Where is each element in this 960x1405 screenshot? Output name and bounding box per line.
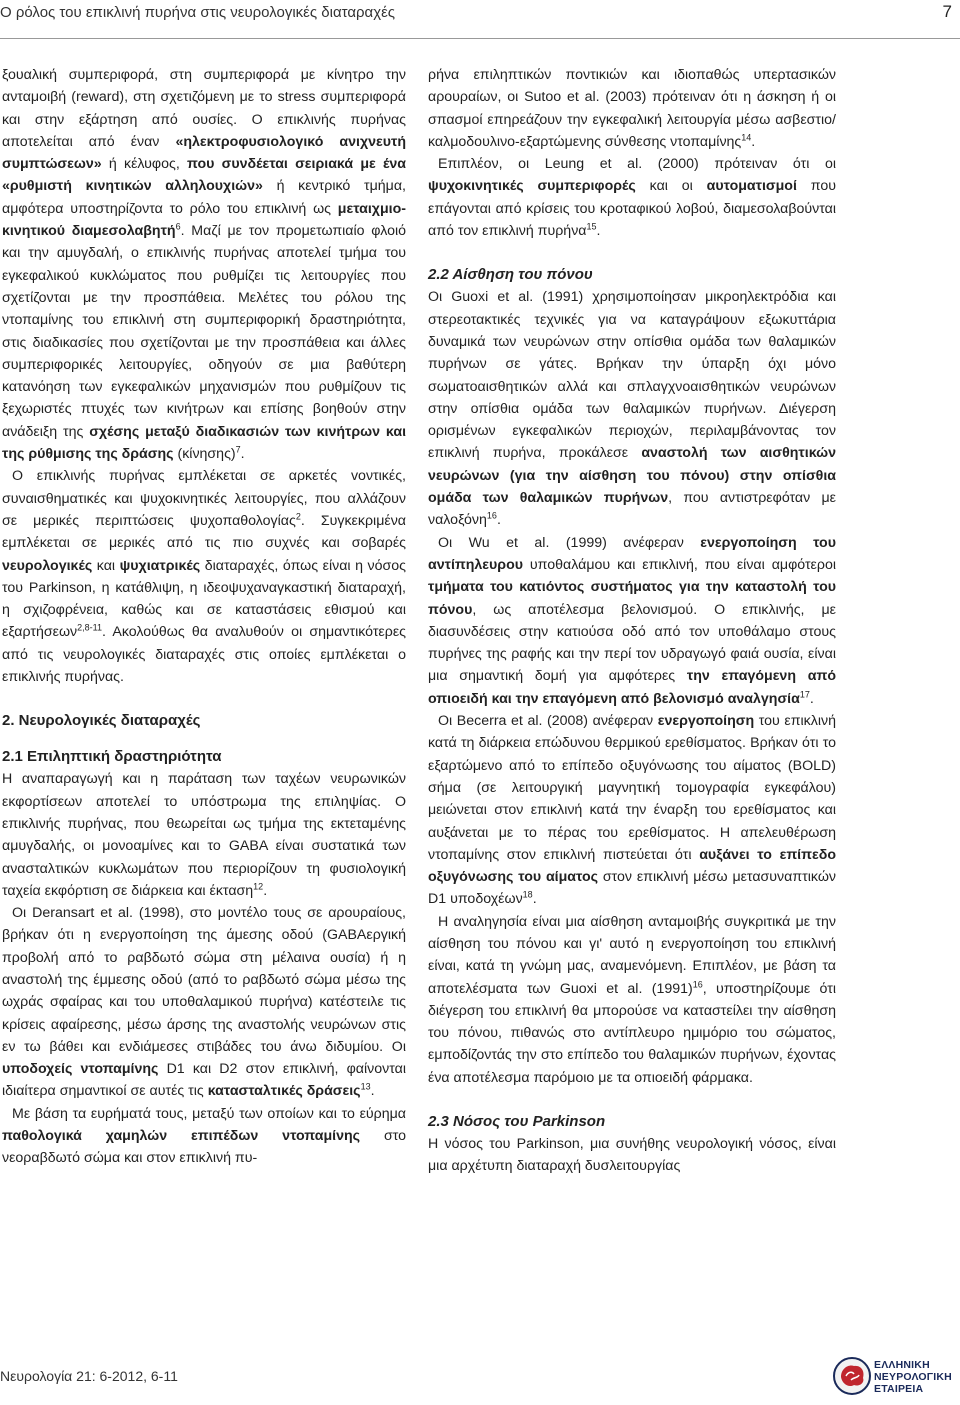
left-column	[2, 64, 406, 1170]
page-number: 7	[942, 2, 952, 21]
journal-citation: Νευρολογία 21: 6-2012, 6-11	[0, 1368, 178, 1384]
paragraph: Η αναπαραγωγή και η παράταση των ταχέων νευρωνικών εκφορτίσεων αποτελεί το υπόστρωμα της επιληψίας. Ο επικλινής πυρήνας, που θεωρείται ως τμήμα της εκτεταμένης αμυγδαλής, οι μονοαμίνες και το GABA είναι συστατικά των ανασταλτικών κυκλωμάτων που περιορίζουν τη φυσιολογική ταχεία εκφόρτιση σε διάρκεια και έκταση$^{12}$.	[2, 771, 406, 899]
header-rule	[0, 38, 960, 39]
paragraph: Επιπλέον, οι Leung et al. (2000) πρότειναν ότι οι ψυχοκινητικές συμπεριφορές και οι αυτοματισμοί που επάγονται από κρίσεις του κροταφικού λοβού, διαμεσολαβούνται από τον επικλινή πυρήνα$^{15}$.	[428, 156, 837, 240]
running-header	[0, 0, 960, 40]
paragraph: Οι Deransart et al. (1998), στο μοντέλο τους σε αρουραίους, βρήκαν ότι η ενεργοποίηση της άμεσης οδού (GABAεργική προβολή από το ραβδωτό σώμα στη μέλαινα ουσία) ή η αναστολή της έμμεσης οδού (από το ραβδωτό σώμα μέσω της ωχράς σφαίρας και του υποθαλαμικού πυρήνα) κατέστειλε τις κρίσεις αφαίρεσης, μέσω άρσης της αναστολής νευρώνων στις εν τω βάθει και ενδιάμεσες στιβάδες του άνω διδυμίου. Οι υποδοχείς ντοπαμίνης D1 και D2 στον επικλινή, φαίνονται ιδιαίτερα σημαντικοί σε αυτές τις κατασταλτικές δράσεις$^{13}$.	[2, 905, 406, 1100]
paragraph: Ο επικλινής πυρήνας εμπλέκεται σε αρκετές vοντικές, συναισθηματικές και ψυχοκινητικές λειτουργίες, που αλλάζουν σε μερικές περιπτώσεις ψυχοπαθολογίας$^2$. Συγκεκριμένα εμπλέκεται σε μερικές από τις πιο συχνές και σοβαρές νευρολογικές και ψυχιατρικές διαταραχές, όπως είναι η νόσος του Parkinson, η κατάθλιψη, η ιδεοψυχαναγκαστική διαταραχή, η σχιζοφρένεια, καθώς και σε καταστάσεις εθισμού και εξαρτήσεων$^{2,8-11}$. Ακολούθως θα αναλυθούν οι σημαντικότερες από τις νευρολογικές διαταραχές στις οποίες εμπλέκεται ο επικλινής πυρήνας.	[2, 468, 406, 686]
paragraph: Οι Wu et al. (1999) ανέφεραν ενεργοποίηση του αντίπηλευρου υποθαλάμου και επικλινή, που είναι αμφότεροι τμήματα του κατιόντος συστήματος για την καταστολή του πόνου, ως αποτέλεσμα βελονισμού. Ο επικλινής, με διασυνδέσεις στην κατιούσα οδό από τον υποθάλαμο στους πυρήνες της ραφής και την περί τον υδραγωγό φαιά ουσία, είναι μια σημαντική δομή για αμφότερες την επαγόμενη από οπιοειδή και την επαγόμενη από βελονισμό αναλγησία$^{17}$.	[428, 534, 836, 707]
paragraph: Οι Guoxi et al. (1991) χρησιμοποίησαν μικροηλεκτρόδια και στερεοτακτικές τεχνικές για να καταγράψουν εξωκυττάρια δυναμικά των νευρώνων στην οπίσθια ομάδα των θαλαμικών πυρήνων σε γάτες. Βρήκαν την ύπαρξη όχι μόνο σωματοαισθητικών αλλά και σπλαγχνοαισθητικών νευρώνων στην οπίσθια ομάδα των θαλαμικών πυρήνων. Διέγερση ορισμένων εγκεφαλικών περιοχών, περιλαμβάνοντας τον επικλινή πυρήνα, προκάλεσε αναστολή των αισθητικών νευρώνων (για την αίσθηση του πόνου) στην οπίσθια ομάδα των θαλαμικών πυρήνων, που αντιστρεφόταν με ναλοξόνη$^{16}$.	[428, 289, 837, 529]
society-logo	[832, 1356, 960, 1398]
logo-text: ΕΛΛΗΝΙΚΗ ΝΕΥΡΟΛΟΓΙΚΗ ΕΤΑΙΡΕΙΑ	[874, 1359, 952, 1395]
paragraph: ρήνα επιληπτικών ποντικιών και ιδιοπαθώς υπερτασικών αρουραίων, οι Sutoo et al. (2003) πρότειναν ότι η άσκηση ή οι σπασμοί επηρεάζουν την εγκεφαλική λειτουργία μέσω ασβεστιο/καλμοδουλινο-εξαρτώμενης σύνθεσης ντοπαμίνης$^{14}$.	[428, 67, 836, 150]
brain-logo-icon	[832, 1356, 872, 1396]
subsection-heading: 2.2 Αίσθηση του πόνου	[428, 266, 593, 284]
section-heading: 2. Νευρολογικές διαταραχές	[2, 712, 201, 730]
paragraph: Η αναληγησία είναι μια αίσθηση ανταμοιβής συγκριτικά με την αίσθηση του πόνου και γι' αυτό η ενεργοποίηση του επικλινή είναι, κατά τη γνώμη μας, αναμενόμενη. Επιπλέον, με βάση τα αποτελέσματα των Guoxi et al. $(1991)^{16}$, υποστηρίζουμε ότι διέγερση του επικλινή θα μπορούσε να καταστείλει την αίσθηση του πόνου, πιθανώς στο αντίπλευρο ημιμόριο του σώματος, εμποδίζοντάς την στο επίπεδο του θαλαμικών πυρήνων, έχοντας ένα αποτέλεσμα παρόμοιο με τα οπιοειδή φάρμακα.	[428, 913, 836, 1086]
right-column	[428, 64, 836, 1178]
subsection-heading: 2.1 Επιληπτική δραστηριότητα	[2, 748, 222, 766]
paragraph: Με βάση τα ευρήματά τους, μεταξύ των οποίων και το εύρημα παθολογικά χαμηλών επιπέδων ντοπαμίνης στο νεοραβδωτό σώμα και στον επικλινή πυ-	[2, 1105, 406, 1167]
subsection-heading: 2.3 Νόσος του Parkinson	[428, 1113, 606, 1131]
paragraph: Η νόσος του Parkinson, μια συνήθης νευρολογική νόσος, είναι μια αρχέτυπη διαταραχή δυσλειτουργίας	[428, 1136, 836, 1175]
running-title: Ο ρόλος του επικλινή πυρήνα στις νευρολογικές διαταραχές	[0, 4, 395, 21]
paragraph: ξουαλική συμπεριφορά, στη συμπεριφορά με κίνητρο την ανταμοιβή (reward), στη σχετιζόμενη με το stress συμπεριφορά και στην εξάρτηση από ουσίες. Ο επικλινής πυρήνας αποτελείται από έναν «ηλεκτροφυσιολογικό ανιχνευτή συμπτώσεων» ή κέλυφος, που συνδέεται σειριακά με ένα «ρυθμιστή κινητικών αλληλουχιών» ή κεντρικό τμήμα, αμφότερα υποστηρίζοντα το ρόλο του επικλινή ως μεταιχμιο-κινητικού διαμεσολαβητή$^6$. Μαζί με τον προμετωπιαίο φλοιό και την αμυγδαλή, ο επικλινής πυρήνας αποτελεί τμήμα του εγκεφαλικού κυκλώματος που ρυθμίζει τις λειτουργίες που σχετίζονται με την προσπάθεια. Μελέτες του ρόλου της ντοπαμίνης του επικλινή στη συμπεριφορική δραστηριότητα, στις διαδικασίες που σχετίζονται με την προσπάθεια και άλλες συμπεριφορικές λειτουργίες, οδηγούν σε μια βαθύτερη κατανόηση των εγκεφαλικών μηχανισμών που ρυθμίζουν τις ξεχωριστές πτυχές των κινήτρων και επίσης βοηθούν στην ανάδειξη της σχέσης μεταξύ διαδικασιών των κινήτρων και της ρύθμισης της δράσης $(\kappa ί\nu\eta\sigma\eta\varsigma)^7$.	[2, 67, 407, 463]
paragraph: Οι Becerra et al. (2008) ανέφεραν ενεργοποίηση του επικλινή κατά τη διάρκεια επώδυνου θερμικού ερεθίσματος. Βρήκαν ότι το εξαρτώμενο από το επίπεδο οξυγόνωσης του αίματος (BOLD) σήμα (σε λειτουργική μαγνητική τομογραφία εγκεφάλου) μειώνεται στον επικλινή κατά την έναρξη του ερεθίσματος και αυξάνεται με το πέρας του ερεθίσματος. Η απελευθέρωση ντοπαμίνης στον επικλινή πιστεύεται ότι αυξάνει το επίπεδο οξυγόνωσης του αίματος στον επικλινή μέσω μετασυναπτικών D1 υποδοχέων$^{18}$.	[428, 713, 836, 908]
